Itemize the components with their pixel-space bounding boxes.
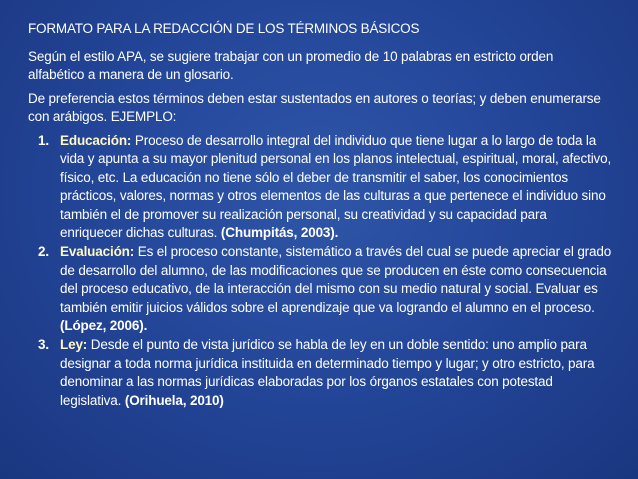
terms-list <box>28 132 612 410</box>
item-term: Educación: <box>60 133 132 148</box>
item-term: Evaluación: <box>60 244 135 260</box>
list-item-educacion <box>28 132 612 242</box>
item-definition: Desde el punto de vista jurídico se habla de ley en un doble sentido: uno amplio para designar a toda norma jurídica instituida en determinado tiempo y lugar; y otro estricto, para denominar a las normas jurídicas elaboradas por los órganos estatales con potestad legislativa. <box>60 337 595 408</box>
list-item-evaluacion <box>28 243 612 335</box>
item-definition: Es el proceso constante, sistemático a través del cual se puede apreciar el grado de desarrollo del alumno, de las modificaciones que se producen en éste como consecuencia del proceso educativo, de la interacción del mismo con su medio natural y social. Evaluar es también emitir juicios válidos sobre el aprendizaje que va logrando el alumno en el proceso. <box>60 244 612 315</box>
item-number: 1. <box>38 133 49 148</box>
item-number: 3. <box>38 337 49 353</box>
item-citation: (López, 2006). <box>60 318 148 334</box>
intro-paragraph-authors: De preferencia estos términos deben estar sustentados en autores o teorías; y deben enumerarse con arábigos. EJEMPLO: <box>28 91 601 124</box>
list-item-ley <box>28 336 612 410</box>
item-number: 2. <box>38 244 49 260</box>
item-citation: (Chumpitás, 2003). <box>220 225 339 241</box>
slide-title: FORMATO PARA LA REDACCIÓN DE LOS TÉRMINOS BÁSICOS <box>28 21 420 36</box>
item-citation: (Orihuela, 2010) <box>124 392 224 408</box>
intro-paragraph-apa: Según el estilo APA, se sugiere trabajar con un promedio de 10 palabras en estricto orden alfabético a manera de un glosario. <box>28 49 554 82</box>
item-definition: Proceso de desarrollo integral del individuo que tiene lugar a lo largo de toda la vida y apunta a su mayor plenitud personal en los planos intelectual, espiritual, moral, afectivo, físico, etc. La educación no tiene sólo el deber de transmitir el saber, los conocimientos prácticos, valores, normas y otros elementos de las culturas a que pertenece el individuo sino también el de promover su realización personal, su creatividad y su capacidad para enriquecer dichas culturas. <box>60 133 612 241</box>
item-term: Ley: <box>60 337 88 353</box>
